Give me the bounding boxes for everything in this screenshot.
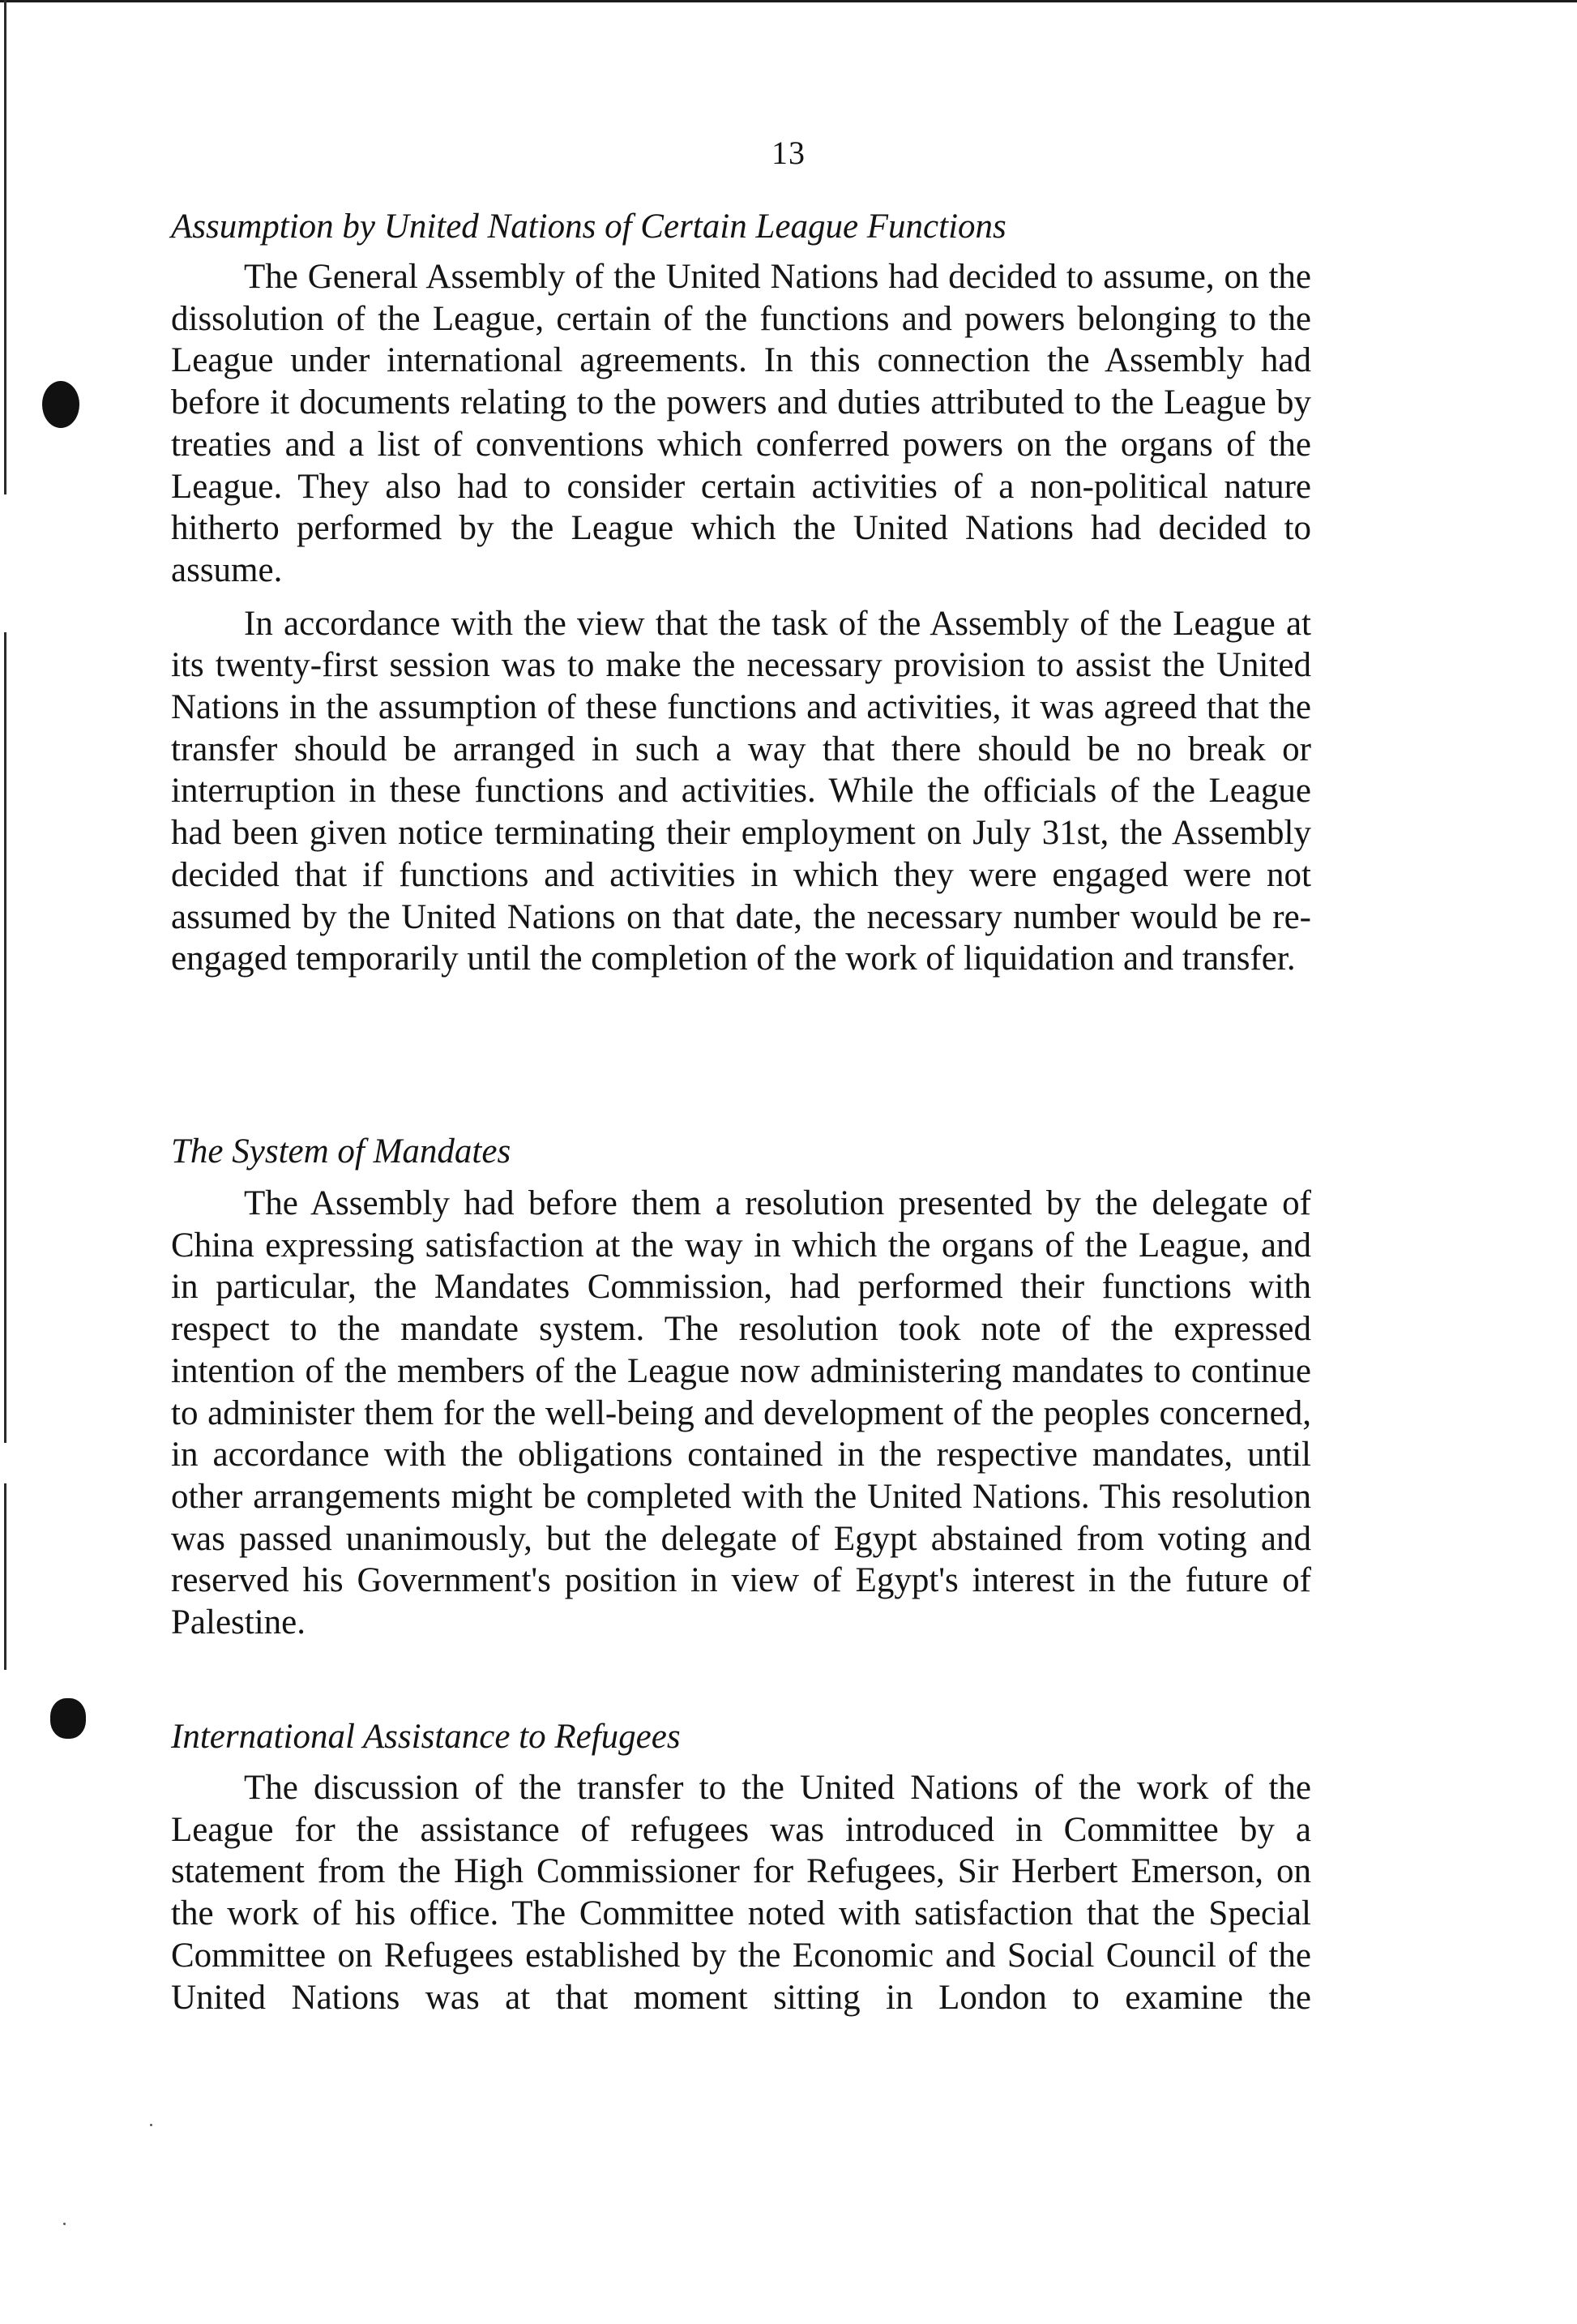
page-left-edge-lower <box>4 1483 6 1670</box>
paragraph-assumption-of-functions: The General Assembly of the United Nations had decided to assume, on the dissolution of the League, certain of the functions and powers belonging to the League under international agreements. In this connection the Assembly had before it documents relating to the powers and duties attributed to the League by treaties and a list of conventions which conferred powers on the organs of the League. They also had to consider certain activities of a non-political nature hitherto performed by the League which the United Nations had decided to assume. <box>171 258 1311 589</box>
page-top-edge <box>0 0 1577 2</box>
page-left-edge-upper <box>4 0 6 494</box>
section-heading-refugees: International Assistance to Refugees <box>171 1718 681 1756</box>
scan-speck <box>150 2124 152 2126</box>
section-body-refugees <box>171 1767 1311 2018</box>
page-left-edge-middle <box>4 632 6 1443</box>
paragraph-refugees-transfer: The discussion of the transfer to the United Nations of the work of the League for the assistance of refugees was introduced in Committee by a statement from the High Commissioner for Refugees, Sir Herbert Emerson, on the work of his office. The Committee noted with satisfaction that the Special Committee on Refugees established by the Economic and Social Council of the United Nations was at that moment sitting in London to examine the <box>171 1769 1311 2017</box>
section-heading-league-functions: Assumption by United Nations of Certain League Functions <box>171 208 1006 246</box>
section-heading-mandates: The System of Mandates <box>171 1132 511 1171</box>
paragraph-transfer-arrangements: In accordance with the view that the task of the Assembly of the League at its twenty-first session was to make the necessary provision to assist the United Nations in the assumption of these functions and activities, it was agreed that the transfer should be arranged in such a way that there should be no break or interruption in these functions and activities. While the officials of the League had been given notice terminating their employment on July 31st, the Assembly decided that if functions and activities in which they were engaged were not assumed by the United Nations on that date, the necessary number would be re-engaged temporarily until the completion of the work of liquidation and transfer. <box>171 604 1311 978</box>
section-body-mandates <box>171 1183 1311 1644</box>
binding-hole-lower <box>50 1698 86 1739</box>
page-number: 13 <box>771 135 806 171</box>
binding-hole-upper <box>42 381 79 428</box>
section-body-league-functions <box>171 256 1311 980</box>
paragraph-mandates-resolution: The Assembly had before them a resolution presented by the delegate of China expressing satisfaction at the way in which the organs of the League, and in particular, the Mandates Commission, had performed their functions with respect to the mandate system. The resolution took note of the expressed intention of the members of the League now administering mandates to continue to administer them for the well-being and development of the peoples concerned, in accordance with the obligations contained in the respective mandates, until other arrangements might be completed with the United Nations. This resolution was passed unanimously, but the delegate of Egypt abstained from voting and reserved his Government's position in view of Egypt's interest in the future of Palestine. <box>171 1184 1311 1642</box>
scan-speck <box>63 2223 66 2225</box>
